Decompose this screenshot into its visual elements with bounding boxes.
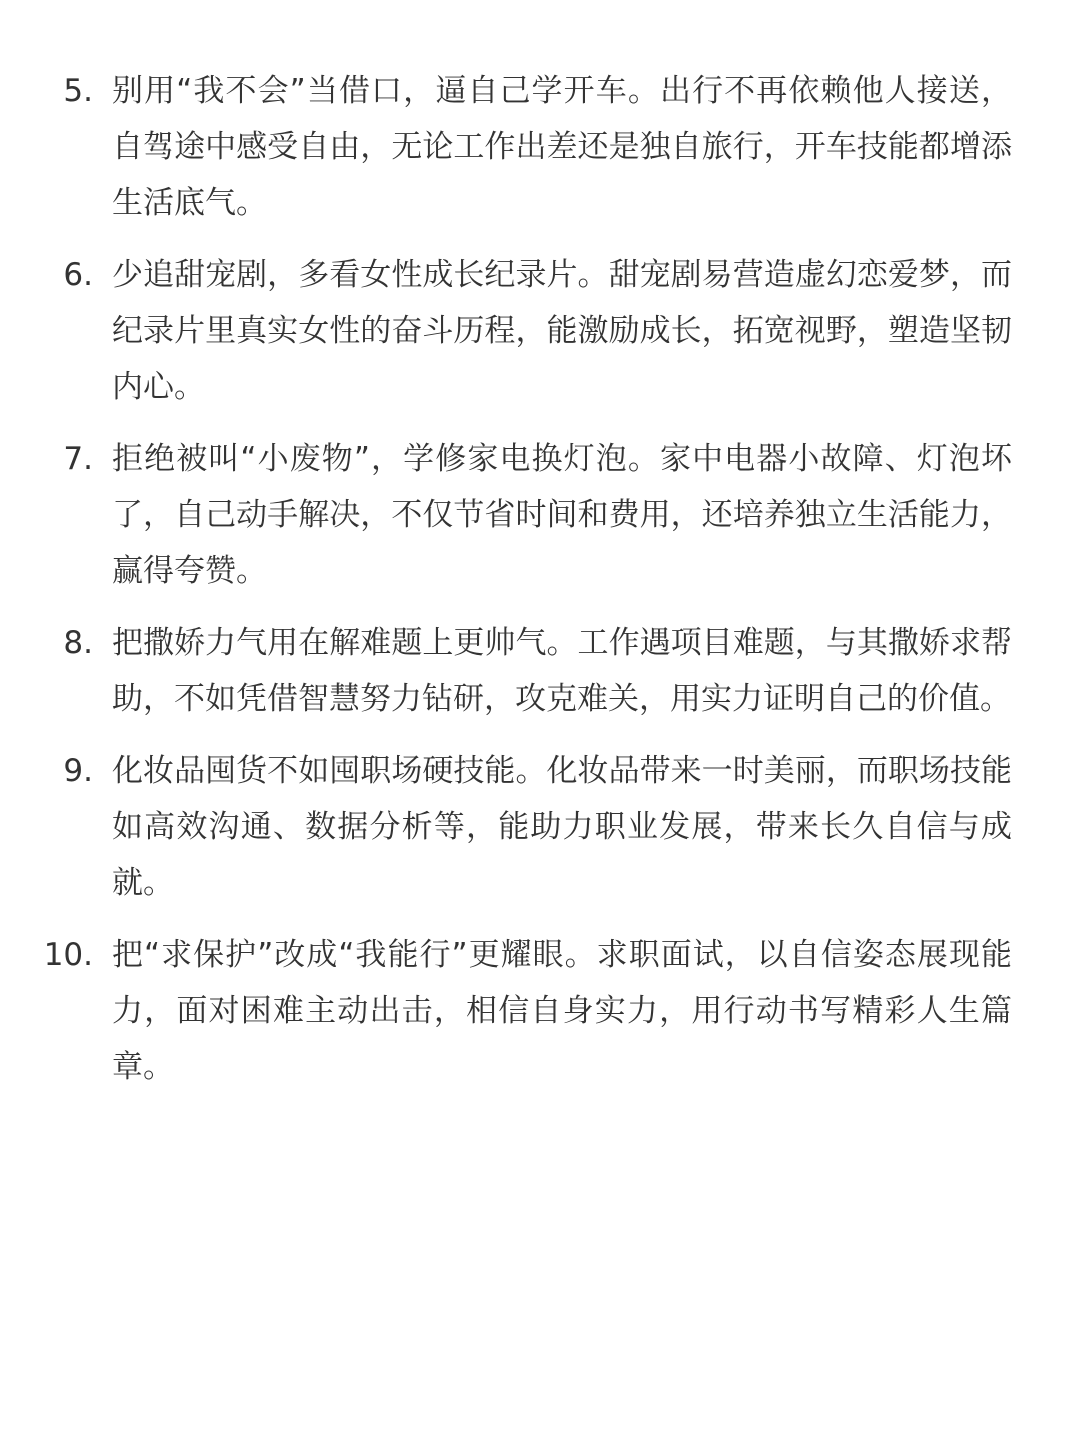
list-item-text: 化妆品囤货不如囤职场硬技能。化妆品带来一时美丽，而职场技能如高效沟通、数据分析等，能助力职业发展，带来长久自信与成就。 — [112, 753, 1012, 901]
list-item-number: 10. — [43, 937, 93, 973]
list-item-number: 7. — [63, 441, 93, 477]
list-item-text: 拒绝被叫“小废物”，学修家电换灯泡。家中电器小故障、灯泡坏了，自己动手解决，不仅节省时间和费用，还培养独立生活能力，赢得夸赞。 — [112, 441, 1012, 589]
list-item-text: 把“求保护”改成“我能行”更耀眼。求职面试，以自信姿态展现能力，面对困难主动出击，相信自身实力，用行动书写精彩人生篇章。 — [112, 937, 1012, 1085]
list-item-number: 5. — [63, 73, 93, 109]
list-item-number: 8. — [63, 625, 93, 661]
list-item — [0, 927, 1080, 1095]
list-item — [0, 615, 1080, 727]
list-item-number: 6. — [63, 257, 93, 293]
list-item — [0, 743, 1080, 911]
list-item-text: 少追甜宠剧，多看女性成长纪录片。甜宠剧易营造虚幻恋爱梦，而纪录片里真实女性的奋斗历程，能激励成长，拓宽视野，塑造坚韧内心。 — [112, 257, 1012, 405]
list-item — [0, 63, 1080, 231]
list-item — [0, 431, 1080, 599]
list-item-text: 别用“我不会”当借口，逼自己学开车。出行不再依赖他人接送，自驾途中感受自由，无论工作出差还是独自旅行，开车技能都增添生活底气。 — [112, 73, 1012, 221]
list-item-text: 把撒娇力气用在解难题上更帅气。工作遇项目难题，与其撒娇求帮助，不如凭借智慧努力钻研，攻克难关，用实力证明自己的价值。 — [112, 625, 1012, 717]
list-item-number: 9. — [63, 753, 93, 789]
list-item — [0, 247, 1080, 415]
numbered-list — [0, 63, 1080, 1111]
